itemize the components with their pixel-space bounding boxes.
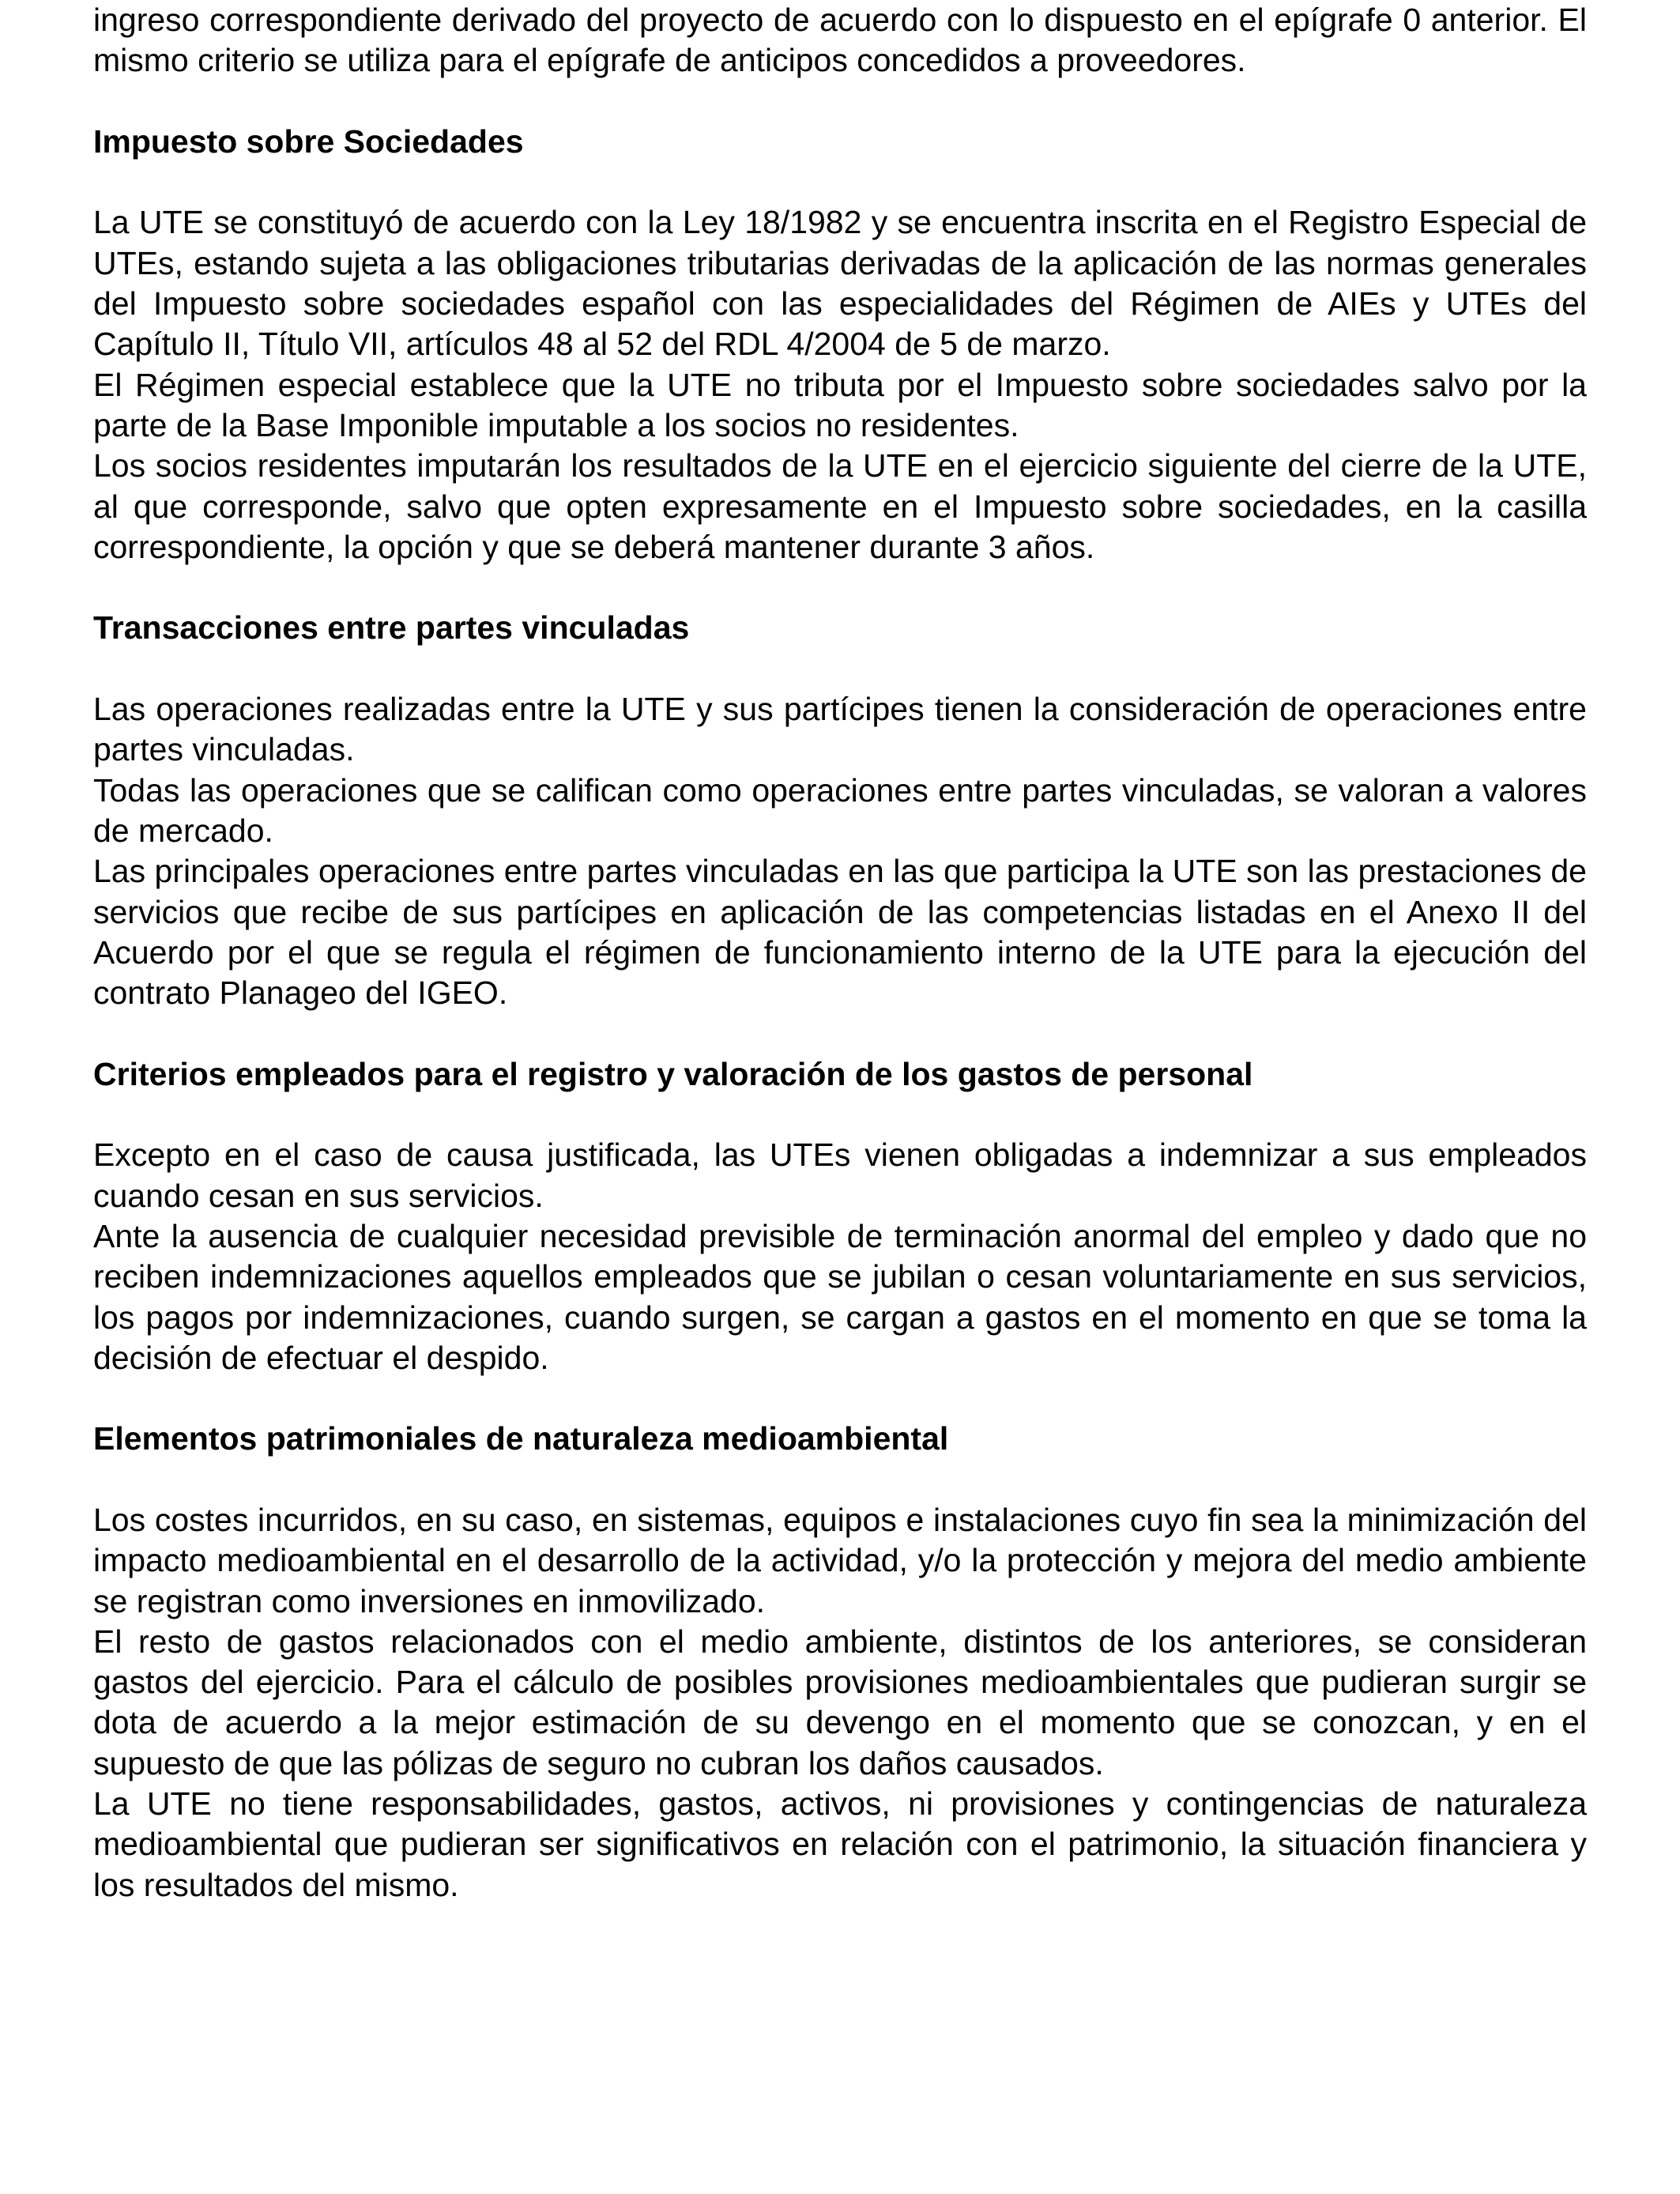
spacer	[93, 567, 1587, 608]
section-paragraph: La UTE se constituyó de acuerdo con la Ley 18/1982 y se encuentra inscrita en el Registro Especial de UTEs, estando sujeta a las obligaciones tributarias derivadas de la aplicación de las normas generales del Impuesto sobre sociedades español con las especialidades del Régimen de AIEs y UTEs del Capítulo II, Título VII, artículos 48 al 52 del RDL 4/2004 de 5 de marzo.	[93, 204, 1587, 363]
section-paragraph: El Régimen especial establece que la UTE no tributa por el Impuesto sobre sociedades salvo por la parte de la Base Imponible imputable a los socios no residentes.	[93, 366, 1587, 443]
section-paragraph: La UTE no tiene responsabilidades, gastos, activos, ni provisiones y contingencias de naturaleza medioambiental que pudieran ser significativos en relación con el patrimonio, la situación financiera y los resultados del mismo.	[93, 1785, 1587, 1903]
section-paragraph: El resto de gastos relacionados con el medio ambiente, distintos de los anteriores, se consideran gastos del ejercicio. Para el cálculo de posibles provisiones medioambientales que pudieran surgir se dota de acuerdo a la mejor estimación de su devengo en el momento que se conozcan, y en el supuesto de que las pólizas de seguro no cubran los daños causados.	[93, 1623, 1587, 1781]
spacer	[93, 1460, 1587, 1500]
spacer	[93, 81, 1587, 122]
section-heading: Criterios empleados para el registro y valoración de los gastos de personal	[93, 1055, 1253, 1092]
spacer	[93, 649, 1587, 689]
section-paragraph: Las principales operaciones entre partes vinculadas en las que participa la UTE son las prestaciones de servicios que recibe de sus partícipes en aplicación de las competencias listadas en el Anexo II del Acuerdo por el que se regula el régimen de funcionamiento interno de la UTE para la ejecución del contrato Planageo del IGEO.	[93, 853, 1587, 1012]
spacer	[93, 1095, 1587, 1135]
section-gastos-personal	[93, 1054, 1587, 1378]
spacer	[93, 1013, 1587, 1054]
section-transacciones-vinculadas	[93, 608, 1587, 1013]
section-paragraph: Los costes incurridos, en su caso, en sistemas, equipos e instalaciones cuyo fin sea la minimización del impacto medioambiental en el desarrollo de la actividad, y/o la protección y mejora del medio ambiente se registran como inversiones en inmovilizado.	[93, 1501, 1587, 1619]
spacer	[93, 162, 1587, 202]
section-paragraph: Todas las operaciones que se califican como operaciones entre partes vinculadas, se valoran a valores de mercado.	[93, 771, 1587, 849]
section-heading: Impuesto sobre Sociedades	[93, 123, 524, 160]
spacer	[93, 1378, 1587, 1419]
section-impuesto-sociedades	[93, 122, 1587, 567]
section-heading: Transacciones entre partes vinculadas	[93, 609, 690, 647]
document-page	[93, 0, 1587, 1906]
section-paragraph: Ante la ausencia de cualquier necesidad previsible de terminación anormal del empleo y dado que no reciben indemnizaciones aquellos empleados que se jubilan o cesan voluntariamente en sus servicios, los pagos por indemnizaciones, cuando surgen, se cargan a gastos en el momento en que se toma la decisión de efectuar el despido.	[93, 1217, 1587, 1376]
section-medioambiental	[93, 1419, 1587, 1906]
section-heading: Elementos patrimoniales de naturaleza medioambiental	[93, 1420, 949, 1457]
intro-paragraph: ingreso correspondiente derivado del proyecto de acuerdo con lo dispuesto en el epígrafe 0 anterior. El mismo criterio se utiliza para el epígrafe de anticipos concedidos a proveedores.	[93, 2, 1587, 79]
section-paragraph: Las operaciones realizadas entre la UTE y sus partícipes tienen la consideración de operaciones entre partes vinculadas.	[93, 691, 1587, 768]
section-paragraph: Los socios residentes imputarán los resultados de la UTE en el ejercicio siguiente del cierre de la UTE, al que corresponde, salvo que opten expresamente en el Impuesto sobre sociedades, en la casilla correspondiente, la opción y que se deberá mantener durante 3 años.	[93, 447, 1587, 565]
section-paragraph: Excepto en el caso de causa justificada, las UTEs vienen obligadas a indemnizar a sus empleados cuando cesan en sus servicios.	[93, 1137, 1587, 1214]
